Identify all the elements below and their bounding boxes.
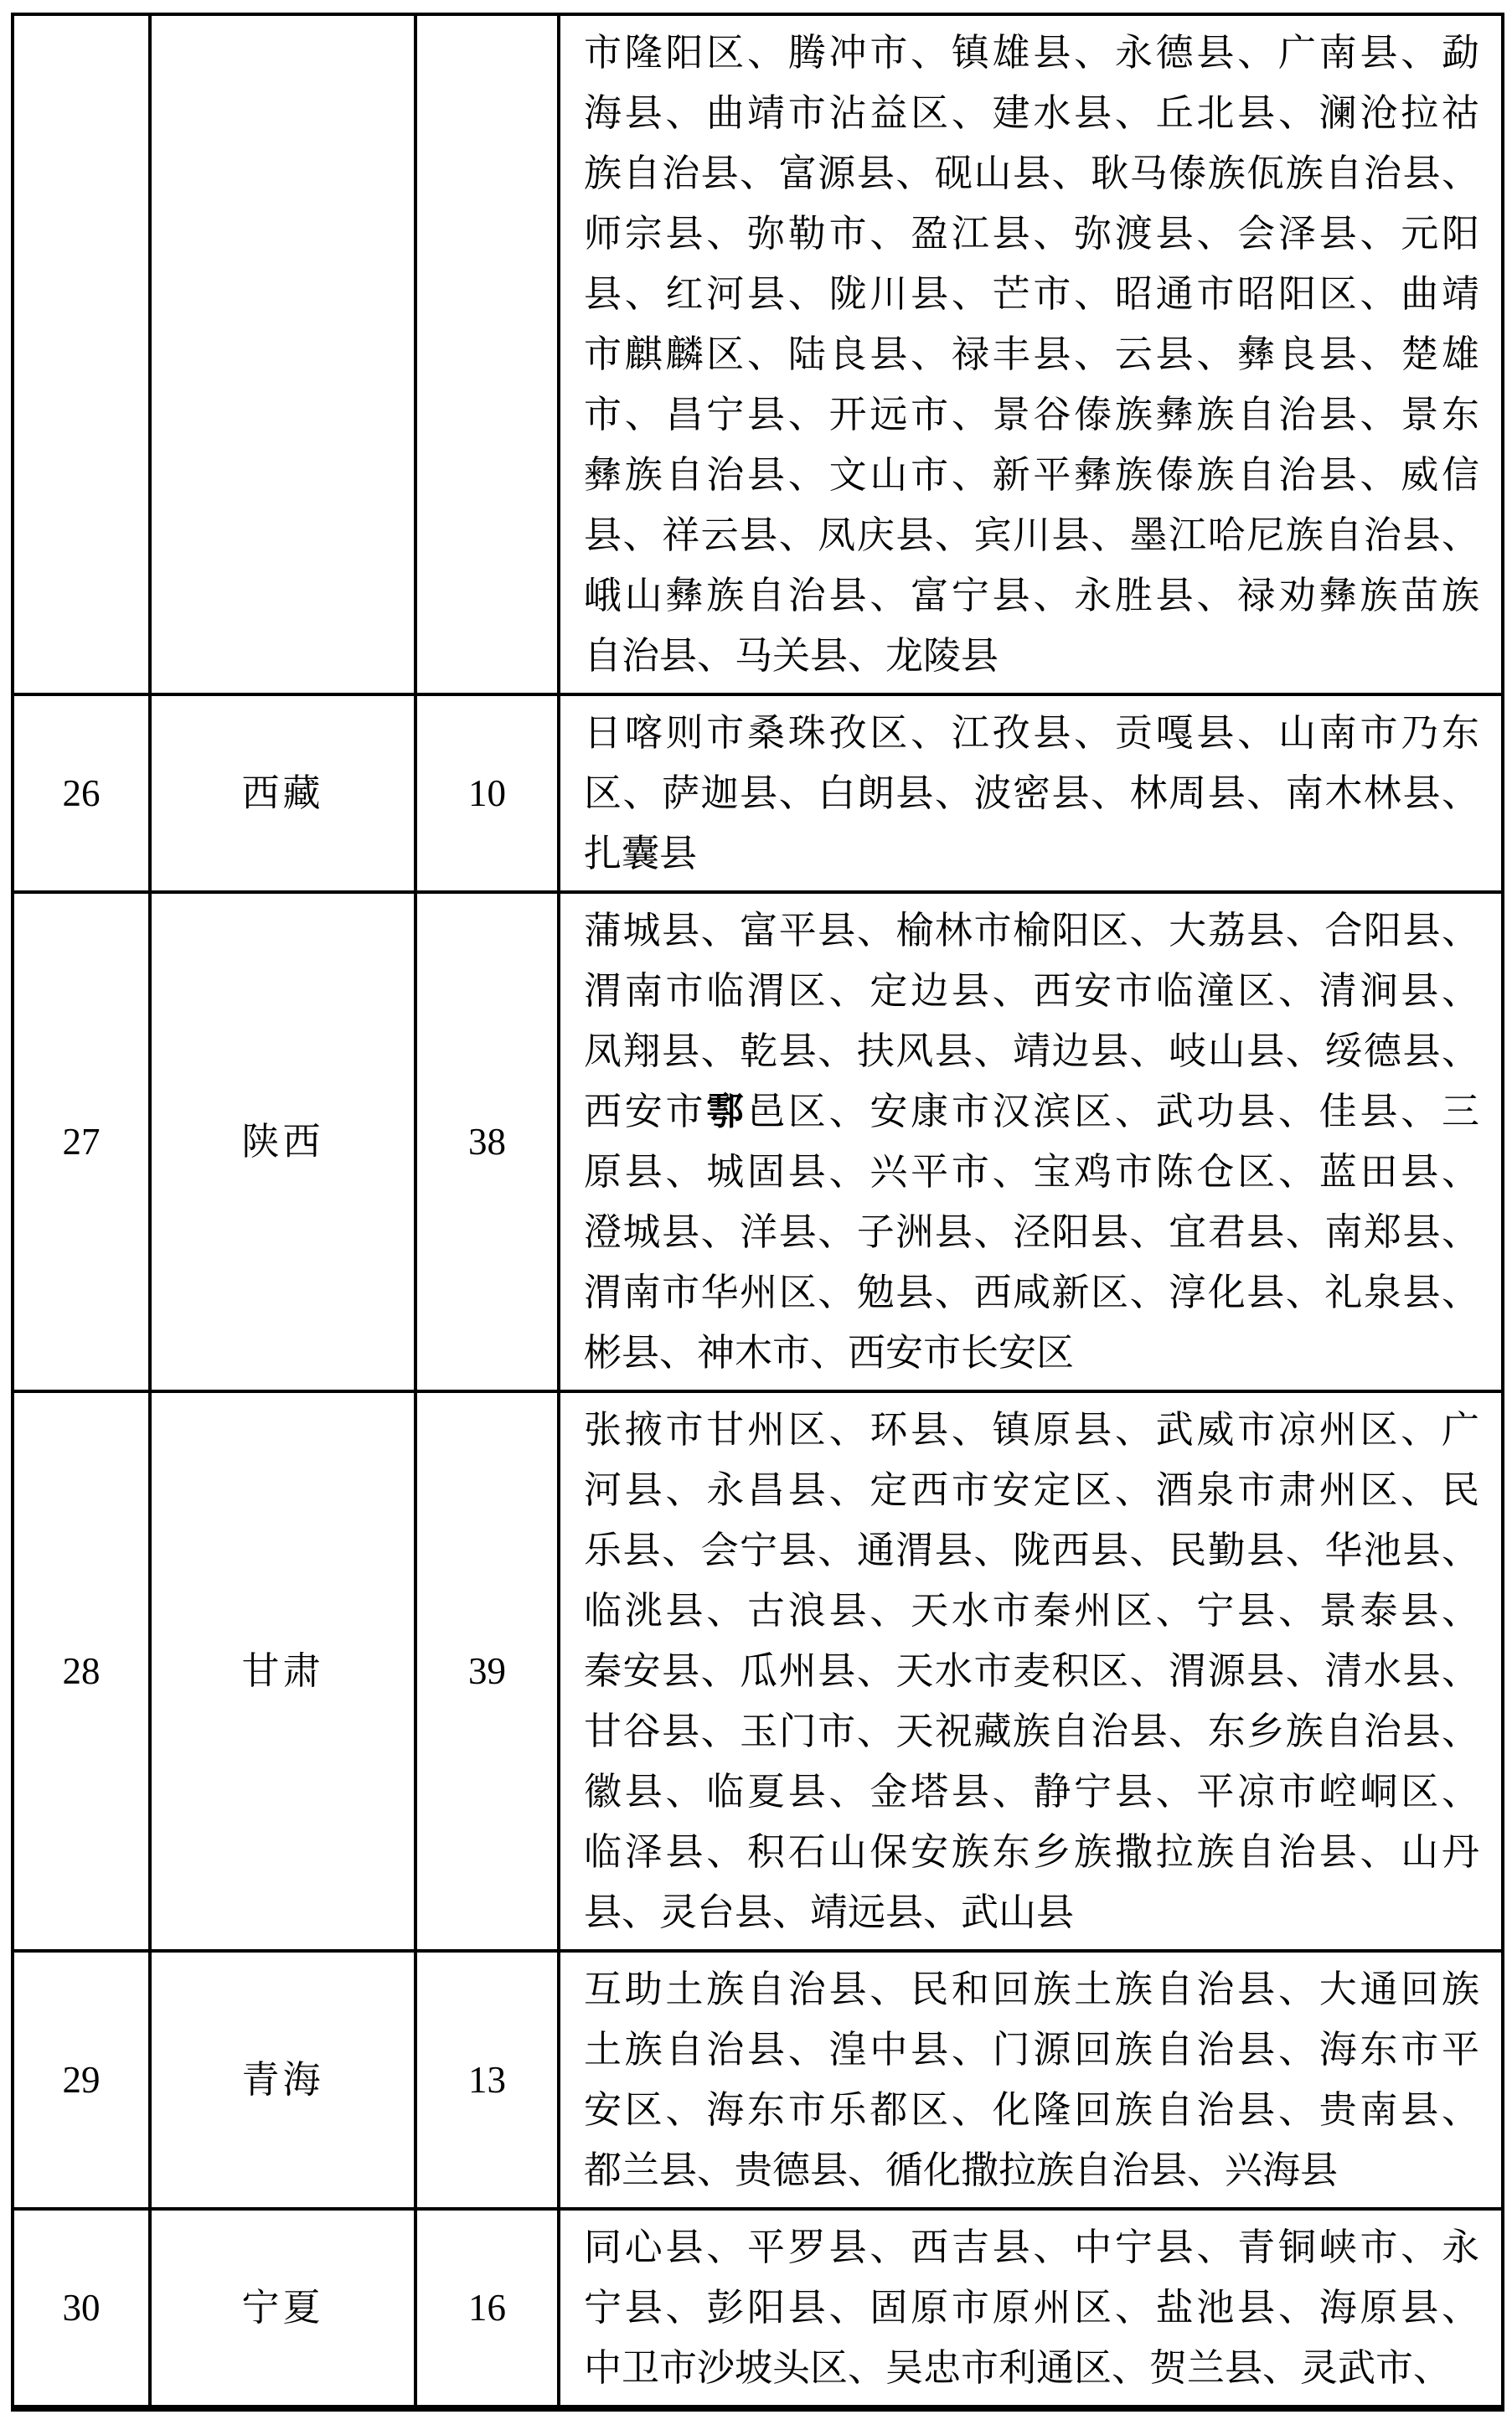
table-row (13, 2209, 1503, 2408)
row-number-cell: 30 (13, 2209, 150, 2408)
table-row (13, 694, 1503, 892)
counties-line: 族自治县、富源县、砚山县、耿马傣族佤族自治县、 (584, 152, 1479, 194)
counties-cell (559, 14, 1503, 694)
counties-line: 扎囊县 (584, 833, 698, 874)
counties-line: 同心县、平罗县、西吉县、中宁县、青铜峡市、永 (584, 2226, 1479, 2268)
counties-line: 彬县、神木市、西安市长安区 (584, 1332, 1075, 1374)
province-cell: 青海 (150, 1951, 415, 2209)
counties-line: 县、祥云县、凤庆县、宾川县、墨江哈尼族自治县、 (584, 514, 1479, 556)
row-number-cell: 29 (13, 1951, 150, 2209)
table-row (13, 14, 1503, 694)
counties-line: 海县、曲靖市沾益区、建水县、丘北县、澜沧拉祜 (584, 92, 1479, 134)
counties-line: 互助土族自治县、民和回族土族自治县、大通回族 (584, 1968, 1479, 2010)
counties-line: 秦安县、瓜州县、天水市麦积区、渭源县、清水县、 (584, 1650, 1479, 1692)
counties-line: 澄城县、洋县、子洲县、泾阳县、宜君县、南郑县、 (584, 1211, 1479, 1253)
province-cell: 甘肃 (150, 1391, 415, 1951)
counties-line: 县、红河县、陇川县、芒市、昭通市昭阳区、曲靖 (584, 273, 1479, 315)
row-number-cell: 28 (13, 1391, 150, 1951)
counties-line: 日喀则市桑珠孜区、江孜县、贡嘎县、山南市乃东 (584, 712, 1479, 754)
counties-line: 甘谷县、玉门市、天祝藏族自治县、东乡族自治县、 (584, 1710, 1479, 1752)
counties-line: 临泽县、积石山保安族东乡族撒拉族自治县、山丹 (584, 1831, 1479, 1873)
counties-line: 凤翔县、乾县、扶风县、靖边县、岐山县、绥德县、 (584, 1030, 1479, 1072)
counties-line: 县、灵台县、靖远县、武山县 (584, 1891, 1075, 1933)
counties-line: 渭南市华州区、勉县、西咸新区、淳化县、礼泉县、 (584, 1272, 1479, 1313)
count-cell: 10 (415, 694, 559, 892)
counties-line: 自治县、马关县、龙陵县 (584, 635, 999, 677)
count-cell: 38 (415, 892, 559, 1391)
counties-cell (559, 892, 1503, 1391)
counties-line: 土族自治县、湟中县、门源回族自治县、海东市平 (584, 2029, 1479, 2071)
counties-line: 师宗县、弥勒市、盈江县、弥渡县、会泽县、元阳 (584, 213, 1479, 255)
counties-line: 市隆阳区、腾冲市、镇雄县、永德县、广南县、勐 (584, 32, 1479, 74)
counties-line: 渭南市临渭区、定边县、西安市临潼区、清涧县、 (584, 970, 1479, 1012)
counties-line: 峨山彝族自治县、富宁县、永胜县、禄劝彝族苗族 (584, 575, 1479, 617)
province-cell: 西藏 (150, 694, 415, 892)
counties-line: 安区、海东市乐都区、化隆回族自治县、贵南县、 (584, 2089, 1479, 2131)
counties-line: 西安市鄠邑区、安康市汉滨区、武功县、佳县、三 (584, 1091, 1479, 1132)
counties-cell (559, 2209, 1503, 2408)
counties-line: 市麒麟区、陆良县、禄丰县、云县、彝良县、楚雄 (584, 333, 1479, 375)
table-body (13, 14, 1503, 2408)
row-number-cell: 27 (13, 892, 150, 1391)
counties-line: 乐县、会宁县、通渭县、陇西县、民勤县、华池县、 (584, 1530, 1479, 1571)
row-number-cell (13, 14, 150, 694)
counties-line: 区、萨迦县、白朗县、波密县、林周县、南木林县、 (584, 772, 1479, 814)
counties-line: 河县、永昌县、定西市安定区、酒泉市肃州区、民 (584, 1469, 1479, 1511)
counties-line: 都兰县、贵德县、循化撒拉族自治县、兴海县 (584, 2149, 1339, 2191)
row-number-cell: 26 (13, 694, 150, 892)
table-row (13, 1951, 1503, 2209)
count-cell: 39 (415, 1391, 559, 1951)
count-cell (415, 14, 559, 694)
counties-line: 徽县、临夏县、金塔县、静宁县、平凉市崆峒区、 (584, 1771, 1479, 1813)
count-cell: 13 (415, 1951, 559, 2209)
counties-line: 中卫市沙坡头区、吴忠市利通区、贺兰县、灵武市、 (584, 2347, 1452, 2389)
counties-line: 蒲城县、富平县、榆林市榆阳区、大荔县、合阳县、 (584, 910, 1479, 952)
table-row (13, 892, 1503, 1391)
counties-line: 宁县、彭阳县、固原市原州区、盐池县、海原县、 (584, 2287, 1479, 2329)
counties-line: 临洮县、古浪县、天水市秦州区、宁县、景泰县、 (584, 1590, 1479, 1632)
province-cell (150, 14, 415, 694)
counties-line: 彝族自治县、文山市、新平彝族傣族自治县、威信 (584, 454, 1479, 496)
counties-cell (559, 694, 1503, 892)
counties-cell (559, 1391, 1503, 1951)
counties-line: 原县、城固县、兴平市、宝鸡市陈仓区、蓝田县、 (584, 1151, 1479, 1193)
province-county-table (11, 13, 1504, 2412)
bold-character: 鄠 (706, 1091, 748, 1132)
province-cell: 宁夏 (150, 2209, 415, 2408)
province-cell: 陕西 (150, 892, 415, 1391)
counties-line: 张掖市甘州区、环县、镇原县、武威市凉州区、广 (584, 1409, 1479, 1451)
counties-cell (559, 1951, 1503, 2209)
counties-line: 市、昌宁县、开远市、景谷傣族彝族自治县、景东 (584, 394, 1479, 436)
table-row (13, 1391, 1503, 1951)
count-cell: 16 (415, 2209, 559, 2408)
